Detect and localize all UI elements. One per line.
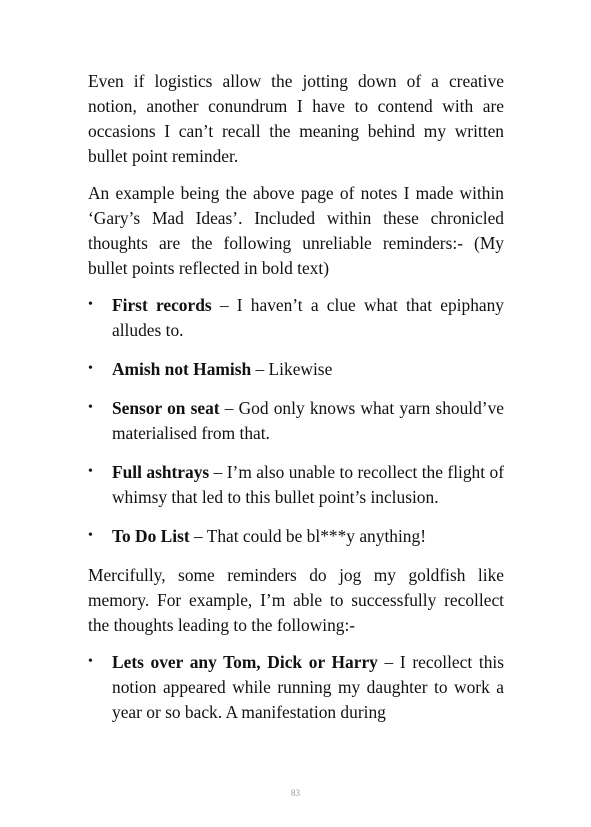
bullet-term: Amish not Hamish	[112, 359, 252, 379]
paragraph-example: An example being the above page of notes I made within ‘Gary’s Mad Ideas’. Included within these chronicled thoughts are the following unreliable reminders:- (My bullet points reflected in bold text)	[88, 183, 504, 278]
bullet-term: Sensor on seat	[112, 398, 220, 418]
list-item	[88, 524, 504, 549]
list-item	[88, 293, 504, 343]
bullet-term: Lets over any Tom, Dick or Harry	[112, 652, 378, 672]
bullet-icon: •	[88, 361, 93, 376]
paragraph-logistics: Even if logistics allow the jotting down of a creative notion, another conundrum I have to contend with are occasions I can’t recall the meaning behind my written bullet point reminder.	[88, 71, 504, 166]
list-item	[88, 650, 504, 725]
bullet-text: – I’m also unable to recollect the flight of whimsy that led to this bullet point’s inclusion.	[112, 462, 504, 507]
unreliable-reminders-list	[88, 293, 504, 549]
bullet-icon: •	[88, 400, 93, 415]
page-number: 83	[291, 788, 300, 798]
bullet-text: – I recollect this notion appeared while running my daughter to work a year or so back. A manifestation during	[112, 652, 504, 722]
list-item	[88, 460, 504, 510]
bullet-term: Full ashtrays	[112, 462, 210, 482]
bullet-text: – God only knows what yarn should’ve materialised from that.	[112, 398, 505, 443]
paragraph-mercifully: Mercifully, some reminders do jog my goldfish like memory. For example, I’m able to successfully recollect the thoughts leading to the following:-	[88, 565, 504, 635]
bullet-icon: •	[88, 297, 93, 312]
bullet-text: – Likewise	[251, 359, 333, 379]
bullet-text: – That could be bl***y anything!	[189, 526, 426, 546]
bullet-icon: •	[88, 654, 93, 669]
list-item	[88, 396, 504, 446]
recollected-reminders-list	[88, 650, 504, 725]
page-body	[88, 69, 504, 737]
bullet-term: First records	[112, 295, 212, 315]
list-item	[88, 357, 504, 382]
bullet-text: – I haven’t a clue what that epiphany alludes to.	[112, 295, 504, 340]
bullet-icon: •	[88, 528, 93, 543]
bullet-term: To Do List	[112, 526, 190, 546]
bullet-icon: •	[88, 464, 93, 479]
